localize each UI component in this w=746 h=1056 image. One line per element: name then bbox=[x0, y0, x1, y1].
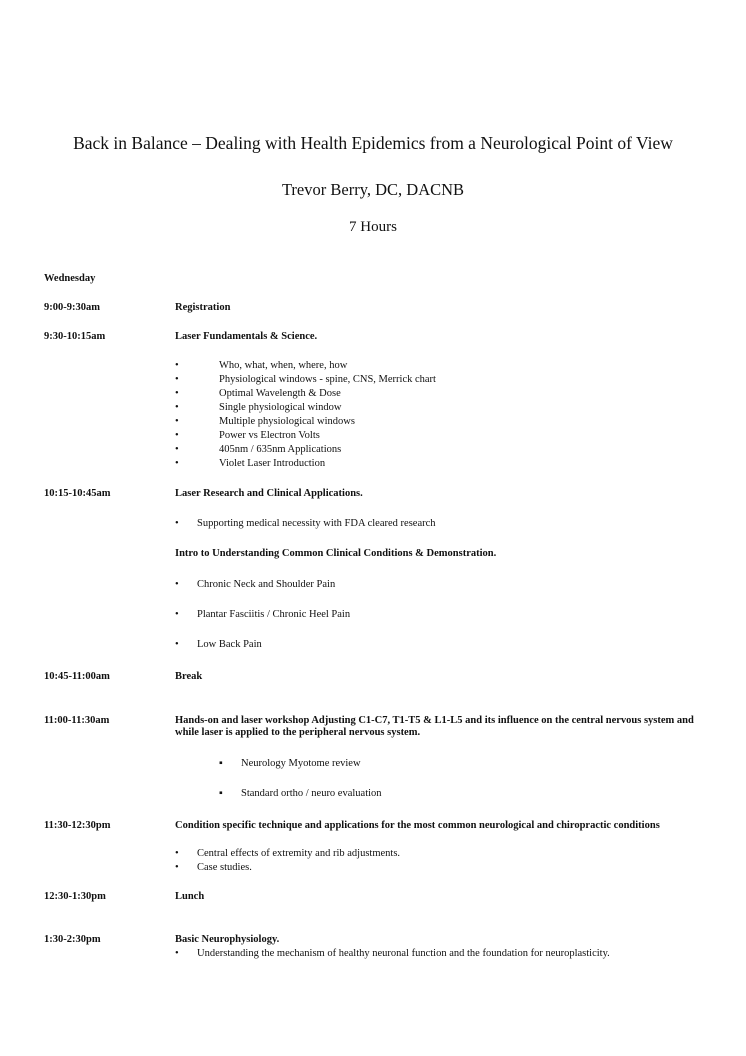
session-heading: Registration bbox=[175, 302, 231, 313]
list-item: Supporting medical necessity with FDA cleared research bbox=[197, 518, 436, 529]
list-item: Physiological windows - spine, CNS, Merrick chart bbox=[219, 374, 436, 385]
author-name: Trevor Berry, DC, DACNB bbox=[281, 180, 465, 199]
session-heading: Lunch bbox=[175, 891, 205, 902]
list-item: Power vs Electron Volts bbox=[219, 430, 320, 441]
session-heading: Laser Fundamentals & Science. bbox=[175, 331, 318, 342]
list-item: Optimal Wavelength & Dose bbox=[219, 388, 341, 399]
session-heading: Condition specific technique and applications for the most common neurological and chiropractic conditions bbox=[175, 820, 660, 831]
list-item: Who, what, when, where, how bbox=[219, 360, 348, 371]
list-item: Understanding the mechanism of healthy neuronal function and the foundation for neuroplasticity. bbox=[197, 948, 610, 959]
time-slot: 12:30-1:30pm bbox=[44, 891, 106, 902]
bullet-icon: • bbox=[175, 360, 179, 371]
list-item: Case studies. bbox=[197, 862, 252, 873]
bullet-icon: • bbox=[175, 416, 179, 427]
square-bullet-icon: ▪ bbox=[219, 758, 223, 769]
time-slot: 10:45-11:00am bbox=[44, 671, 110, 682]
bullet-icon: • bbox=[175, 458, 179, 469]
time-slot: 9:30-10:15am bbox=[44, 331, 106, 342]
bullet-icon: • bbox=[175, 388, 179, 399]
session-heading: Hands-on and laser workshop Adjusting C1-C7, T1-T5 & L1-L5 and its influence on the central nervous system and while laser is applied to the peripheral nervous system. bbox=[175, 715, 694, 738]
list-item: Standard ortho / neuro evaluation bbox=[241, 788, 382, 799]
session-heading: Break bbox=[175, 671, 203, 682]
list-item: Neurology Myotome review bbox=[241, 758, 361, 769]
bullet-icon: • bbox=[175, 862, 179, 873]
bullet-icon: • bbox=[175, 948, 179, 959]
bullet-icon: • bbox=[175, 848, 179, 859]
list-item: Plantar Fasciitis / Chronic Heel Pain bbox=[197, 609, 351, 620]
list-item: 405nm / 635nm Applications bbox=[219, 444, 342, 455]
list-item: Central effects of extremity and rib adjustments. bbox=[197, 848, 401, 859]
bullet-icon: • bbox=[175, 518, 179, 529]
bullet-icon: • bbox=[175, 639, 179, 650]
list-item: Multiple physiological windows bbox=[219, 416, 355, 427]
bullet-icon: • bbox=[175, 402, 179, 413]
document-title: Back in Balance – Dealing with Health Epidemics from a Neurological Point of View bbox=[73, 133, 673, 153]
square-bullet-icon: ▪ bbox=[219, 788, 223, 799]
list-item: Single physiological window bbox=[219, 402, 342, 413]
time-slot: 9:00-9:30am bbox=[44, 302, 100, 313]
session-heading: Laser Research and Clinical Applications. bbox=[175, 488, 363, 499]
time-slot: 10:15-10:45am bbox=[44, 488, 111, 499]
list-item: Violet Laser Introduction bbox=[219, 458, 326, 469]
day-label: Wednesday bbox=[44, 273, 96, 284]
list-item: Low Back Pain bbox=[197, 639, 262, 650]
bullet-icon: • bbox=[175, 374, 179, 385]
time-slot: 11:00-11:30am bbox=[44, 715, 110, 726]
bullet-icon: • bbox=[175, 579, 179, 590]
session-heading: Basic Neurophysiology. bbox=[175, 934, 280, 945]
bullet-icon: • bbox=[175, 444, 179, 455]
time-slot: 1:30-2:30pm bbox=[44, 934, 101, 945]
course-hours: 7 Hours bbox=[349, 219, 397, 235]
bullet-icon: • bbox=[175, 430, 179, 441]
list-item: Chronic Neck and Shoulder Pain bbox=[197, 579, 336, 590]
session-subheading: Intro to Understanding Common Clinical Conditions & Demonstration. bbox=[175, 548, 497, 559]
bullet-icon: • bbox=[175, 609, 179, 620]
time-slot: 11:30-12:30pm bbox=[44, 820, 111, 831]
